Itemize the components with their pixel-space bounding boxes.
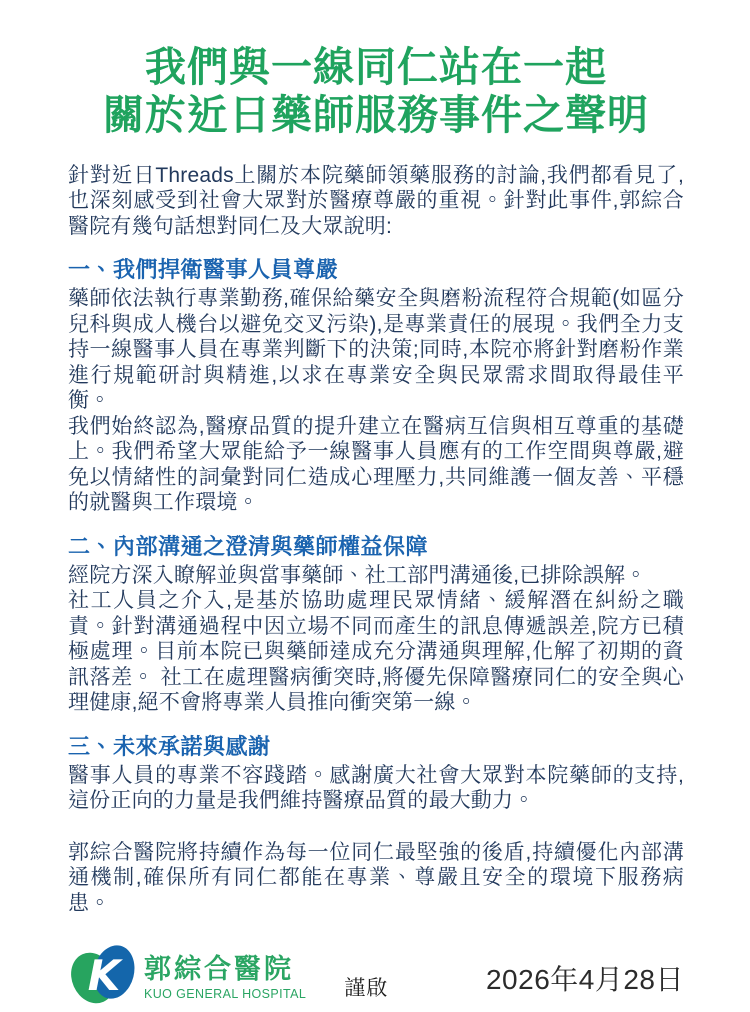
intro-paragraph: 針對近日Threads上關於本院藥師領藥服務的討論,我們都看見了,也深刻感受到社會大眾對於醫療尊嚴的重視。針對此事件,郭綜合醫院有幾句話想對同仁及大眾說明:	[68, 163, 684, 238]
section-3-paragraph-2: 郭綜合醫院將持續作為每一位同仁最堅強的後盾,持續優化內部溝通機制,確保所有同仁都能在專業、尊嚴且安全的環境下服務病患。	[68, 840, 684, 915]
section-future-commitment	[68, 730, 684, 917]
section-internal-communication	[68, 530, 684, 716]
section-defend-dignity	[68, 253, 684, 516]
section-3-paragraph-1: 醫事人員的專業不容踐踏。感謝廣大社會大眾對本院藥師的支持,這份正向的力量是我們維持醫療品質的最大動力。	[68, 763, 684, 813]
hospital-name-zh: 郭綜合醫院	[144, 954, 294, 985]
section-1-paragraph-2: 我們始終認為,醫療品質的提升建立在醫病互信與相互尊重的基礎上。我們希望大眾能給予一線醫事人員應有的工作空間與尊嚴,避免以情緒性的詞彙對同仁造成心理壓力,共同維護一個友善、平穩的就醫與工作環境。	[68, 414, 684, 515]
signoff-text: 謹啟	[344, 976, 389, 1000]
page-title-line1: 我們與一線同仁站在一起	[145, 44, 607, 90]
section-2-paragraph-1: 經院方深入瞭解並與當事藥師、社工部門溝通後,已排除誤解。	[68, 563, 647, 587]
footer	[68, 943, 684, 1012]
section-1-paragraph-1: 藥師依法執行專業勤務,確保給藥安全與磨粉流程符合規範(如區分兒科與成人機台以避免交叉污染),是專業責任的展現。我們全力支持一線醫事人員在專業判斷下的決策;同時,本院亦將針對磨粉作業進行規範研討與精進,以求在專業安全與民眾需求間取得最佳平衡。	[68, 287, 684, 413]
section-2-paragraph-2: 社工人員之介入,是基於協助處理民眾情緒、緩解潛在糾紛之職責。針對溝通過程中因立場不同而產生的訊息傳遞誤差,院方已積極處理。目前本院已與藥師達成充分溝通與理解,化解了初期的資訊落差。 社工在處理醫病衝突時,將優先保障醫療同仁的安全與心理健康,絕不會將專業人員推向衝突第一線。	[68, 589, 684, 715]
section-2-heading: 二、內部溝通之澄清與藥師權益保障	[68, 533, 429, 559]
svg-text:K: K	[87, 951, 121, 1001]
page-title-line2: 關於近日藥師服務事件之聲明	[103, 91, 649, 138]
hospital-logo	[68, 943, 306, 1012]
hospital-logo-text	[144, 955, 306, 1001]
hospital-name-en: KUO GENERAL HOSPITAL	[144, 986, 307, 1001]
page-title	[68, 44, 684, 140]
section-3-heading: 三、未來承諾與感謝	[68, 733, 271, 759]
kuo-hospital-logo-icon	[68, 943, 138, 1012]
section-1-heading: 一、我們捍衛醫事人員尊嚴	[68, 257, 339, 283]
statement-date: 2026年4月28日	[485, 963, 684, 995]
